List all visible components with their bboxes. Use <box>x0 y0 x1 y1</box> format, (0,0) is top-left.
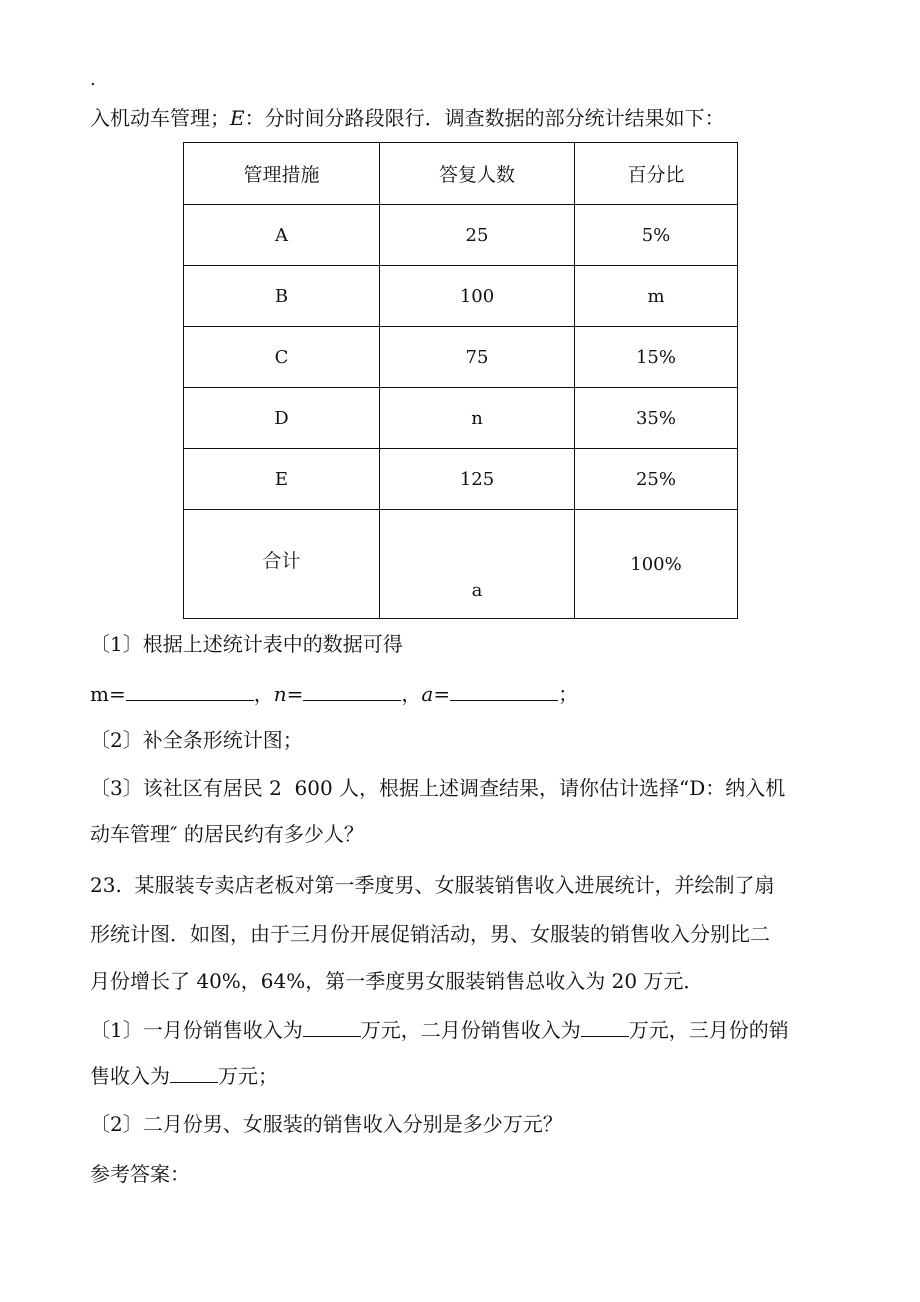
total-percent: 100% <box>575 510 738 619</box>
header-measure: 管理措施 <box>184 143 380 205</box>
total-label: 合计 <box>262 549 301 572</box>
row-measure: B <box>184 266 380 327</box>
row-count: 125 <box>380 449 575 510</box>
table-header-row <box>184 143 738 205</box>
question-3-line-2: 动车管理″ 的居民约有多少人？ <box>90 822 364 846</box>
n-label: n <box>273 682 287 706</box>
m-label: m= <box>90 682 126 706</box>
intro-line <box>90 104 725 132</box>
row-percent: m <box>575 266 738 327</box>
m-blank <box>126 680 254 701</box>
row-measure: E <box>184 449 380 510</box>
a-equals: = <box>433 682 451 706</box>
total-label-cell <box>184 510 380 619</box>
table-total-row <box>184 510 738 619</box>
row-measure: A <box>184 205 380 266</box>
header-percent: 百分比 <box>575 143 738 205</box>
line-end: ； <box>558 682 579 706</box>
comma-2: ， <box>401 682 422 706</box>
row-count: 100 <box>380 266 575 327</box>
a-label: a <box>421 682 434 706</box>
p23-q1-part3: 万元，三月份的销 <box>628 1018 789 1042</box>
table-row <box>184 449 738 510</box>
total-count: a <box>471 579 483 601</box>
row-measure: D <box>184 388 380 449</box>
intro-text-pre: 入机动车管理； <box>90 106 230 130</box>
table-row <box>184 205 738 266</box>
problem-23-line-1: 23. 某服装专卖店老板对第一季度男、女服装销售收入进展统计，并绘制了扇 <box>90 873 775 897</box>
question-1: 〔1〕根据上述统计表中的数据可得 <box>90 632 403 656</box>
problem-23-question-1-line-2 <box>90 1062 278 1090</box>
row-percent: 15% <box>575 327 738 388</box>
row-count: 75 <box>380 327 575 388</box>
statistics-table <box>183 142 738 619</box>
question-2: 〔2〕补全条形统计图； <box>90 728 303 752</box>
problem-23-question-1-line-1 <box>90 1016 789 1044</box>
problem-23-line-3: 月份增长了 40%，64%，第一季度男女服装销售总收入为 20 万元． <box>90 969 704 993</box>
question-3-line-1: 〔3〕该社区有居民 2 600 人，根据上述调查结果，请你估计选择“D：纳入机 <box>90 776 786 800</box>
intro-text-post: ：分时间分路段限行．调查数据的部分统计结果如下： <box>244 106 725 130</box>
row-measure: C <box>184 327 380 388</box>
intro-e-letter: E <box>230 106 245 130</box>
table-row <box>184 388 738 449</box>
comma-1: ， <box>253 682 274 706</box>
a-blank <box>450 680 558 701</box>
table-row <box>184 266 738 327</box>
row-percent: 35% <box>575 388 738 449</box>
fill-in-line <box>90 680 578 708</box>
month1-blank <box>303 1016 361 1037</box>
row-percent: 5% <box>575 205 738 266</box>
page-marker-dot: . <box>90 69 96 90</box>
header-count: 答复人数 <box>380 143 575 205</box>
p23-q1-line2b: 万元； <box>218 1064 278 1088</box>
p23-q1-part1: 〔1〕一月份销售收入为 <box>90 1018 303 1042</box>
p23-q1-line2a: 售收入为 <box>90 1064 170 1088</box>
row-count: n <box>380 388 575 449</box>
row-percent: 25% <box>575 449 738 510</box>
month2-blank <box>581 1016 629 1037</box>
table-row <box>184 327 738 388</box>
n-blank <box>303 680 401 701</box>
problem-23-question-2: 〔2〕二月份男、女服装的销售收入分别是多少万元？ <box>90 1112 563 1136</box>
p23-q1-part2: 万元，二月份销售收入为 <box>360 1018 581 1042</box>
month3-blank <box>170 1062 218 1083</box>
total-count-cell <box>380 510 575 619</box>
problem-23-line-2: 形统计图．如图，由于三月份开展促销活动，男、女服装的销售收入分别比二 <box>90 922 770 946</box>
n-equals: = <box>286 682 304 706</box>
answer-heading: 参考答案： <box>90 1162 190 1186</box>
row-count: 25 <box>380 205 575 266</box>
